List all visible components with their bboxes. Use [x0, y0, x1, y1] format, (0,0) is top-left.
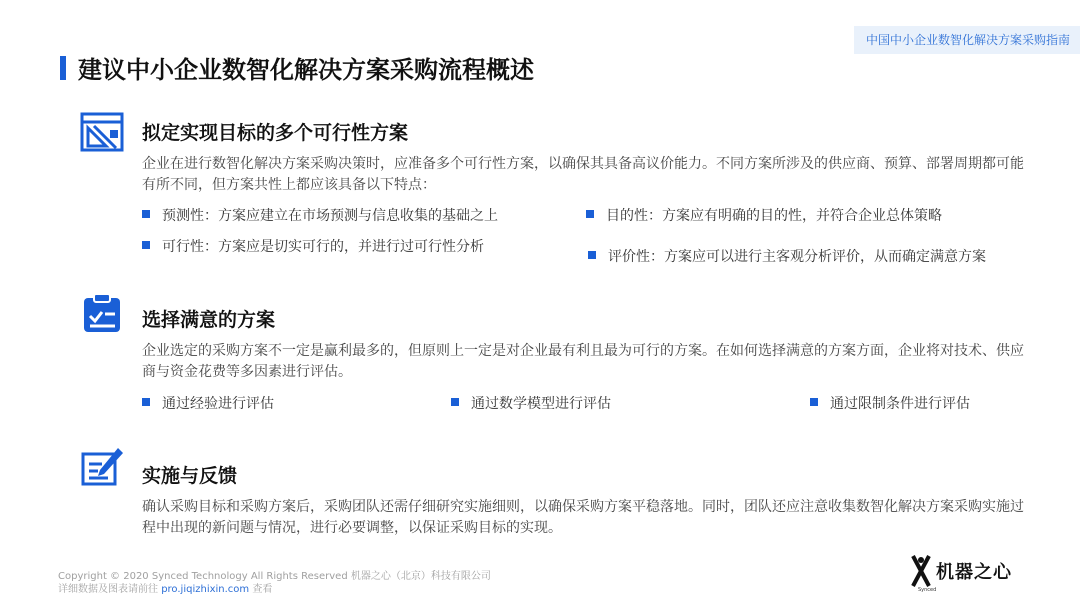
- section-paragraph-plans: 企业在进行数智化解决方案采购决策时，应准备多个可行性方案，以确保其具备高议价能力。不同方案所涉及的供应商、预算、部署周期都可能有所不同，但方案共性上都应该具备以下特点：: [142, 156, 1024, 193]
- report-tag: 中国中小企业数智化解决方案采购指南: [854, 26, 1080, 54]
- bullet-square-icon: [586, 210, 594, 218]
- bullet-square-icon: [810, 398, 818, 406]
- bullet-square-icon: [142, 241, 150, 249]
- bullet-item: 通过数学模型进行评估: [451, 394, 611, 414]
- bullet-item: 目的性：方案应有明确的目的性，并符合企业总体策略: [586, 206, 942, 226]
- bullet-square-icon: [588, 251, 596, 259]
- bullet-square-icon: [142, 210, 150, 218]
- section-title-select: 选择满意的方案: [142, 309, 276, 331]
- bullet-item: 通过限制条件进行评估: [810, 394, 970, 414]
- title-accent-bar: [60, 56, 66, 80]
- synced-logo-icon: [910, 554, 932, 588]
- bullet-square-icon: [451, 398, 459, 406]
- checklist-icon: [80, 292, 124, 336]
- bullet-square-icon: [142, 398, 150, 406]
- bullet-item: 预测性：方案应建立在市场预测与信息收集的基础之上: [142, 206, 498, 226]
- blueprint-icon: [80, 110, 124, 154]
- bullet-item: 评价性：方案应可以进行主客观分析评价，从而确定满意方案: [588, 247, 986, 267]
- footer-copyright: Copyright © 2020 Synced Technology All Rights Reserved 机器之心（北京）科技有限公司: [58, 571, 491, 582]
- section-paragraph-select: 企业选定的采购方案不一定是赢利最多的，但原则上一定是对企业最有利且最为可行的方案。在如何选择满意的方案方面，企业将对技术、供应商与资金花费等多因素进行评估。: [142, 343, 1024, 380]
- page-title: 建议中小企业数智化解决方案采购流程概述: [78, 56, 534, 84]
- footer-details: 详细数据及图表请前往 pro.jiqizhixin.com 查看: [58, 584, 273, 595]
- company-logo: [906, 550, 1026, 596]
- footer-link[interactable]: pro.jiqizhixin.com: [161, 584, 250, 595]
- bullet-item: 可行性：方案应是切实可行的，并进行过可行性分析: [142, 237, 484, 257]
- edit-document-icon: [80, 446, 124, 490]
- logo-text: 机器之心: [936, 562, 1012, 583]
- section-title-plans: 拟定实现目标的多个可行性方案: [142, 122, 409, 144]
- section-paragraph-implement: 确认采购目标和采购方案后，采购团队还需仔细研究实施细则，以确保采购方案平稳落地。同时，团队还应注意收集数智化解决方案采购实施过程中出现的新问题与情况，进行必要调整，以保证采购目标的实现。: [142, 499, 1024, 536]
- logo-subtext: Synced: [918, 587, 937, 593]
- bullet-item: 通过经验进行评估: [142, 394, 274, 414]
- section-title-implement: 实施与反馈: [142, 465, 238, 487]
